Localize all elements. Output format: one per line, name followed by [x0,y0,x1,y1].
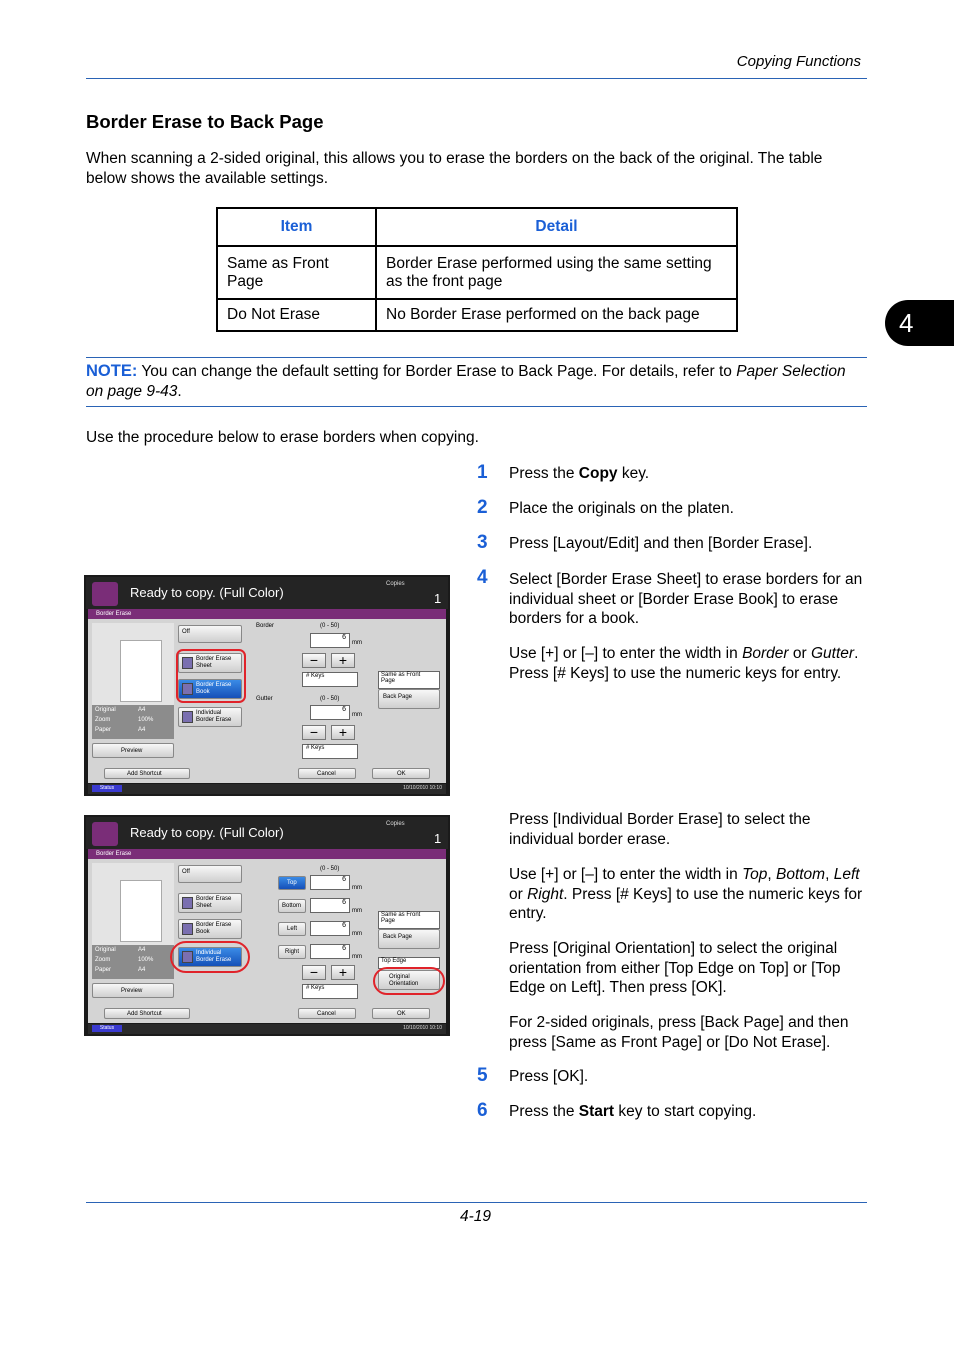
original-info: Original A4 Zoom 100% Paper A4 [92,945,174,979]
step-text: Press [Layout/Edit] and then [Border Erase]. [509,535,813,552]
range-label: (0 - 50) [320,696,340,702]
minus-button[interactable]: − [302,725,326,740]
top-button[interactable]: Top [278,876,306,890]
border-erase-panel [88,609,446,783]
note-reference: Paper Selection on page 9-43 [86,363,846,400]
keys-button[interactable]: # Keys [302,672,358,687]
top-width-field[interactable]: 6 [310,875,350,890]
step-number: 1 [477,462,488,483]
back-page-button[interactable]: Back Page [378,929,440,949]
table-cell: No Border Erase performed on the back page [376,299,737,331]
copier-screen-individual-erase [84,815,450,1036]
bottom-width-field[interactable]: 6 [310,898,350,913]
status-message: Ready to copy. (Full Color) [130,825,284,840]
ok-button[interactable]: OK [372,768,430,779]
step-text: Press the Copy key. [509,465,650,482]
footer-rule [86,1202,867,1203]
off-button[interactable]: Off [178,625,242,643]
table-header-item: Item [217,208,376,246]
settings-table [216,207,738,332]
table-header-detail: Detail [376,208,737,246]
step-text: For 2-sided originals, press [Back Page] and then press [Same as Front Page] or [Do Not Erase]. [509,1014,849,1051]
unit-label: mm [352,931,362,937]
step-text: Press [OK]. [509,1068,589,1085]
keys-button[interactable]: # Keys [302,984,358,999]
step-number: 5 [477,1065,488,1086]
step-number: 4 [477,567,488,588]
document-image [120,880,162,942]
preview-button[interactable]: Preview [92,983,174,998]
unit-label: mm [352,712,362,718]
minus-button[interactable]: − [302,965,326,980]
screen-title-bar [86,577,448,609]
status-bar [88,784,446,794]
status-message: Ready to copy. (Full Color) [130,585,284,600]
top-edge-setting: Top Edge [378,957,440,969]
bottom-button[interactable]: Bottom [278,899,306,913]
step-text: Press the Start key to start copying. [509,1103,757,1120]
back-page-setting: Same as Front Page [378,911,440,929]
unit-label: mm [352,908,362,914]
left-width-field[interactable]: 6 [310,921,350,936]
copies-count: 1 [434,831,442,846]
page-heading: Border Erase to Back Page [86,111,324,132]
table-cell: Do Not Erase [217,299,376,331]
note-label: NOTE: [86,362,138,380]
screen-title-bar [86,817,448,849]
step-text: Press [Original Orientation] to select the original orientation from either [Top Edge on Top] or [Top Edge on Left]. Then press [OK]. [509,940,841,996]
document-image [120,640,162,702]
unit-label: mm [352,954,362,960]
status-bar [88,1024,446,1034]
table-cell: Border Erase performed using the same setting as the front page [376,246,737,299]
border-erase-sheet-button[interactable]: Border Erase Sheet [178,893,242,913]
copy-icon [92,822,118,846]
original-orientation-button[interactable]: Original Orientation [378,970,440,990]
table-cell: Same as Front Page [217,246,376,299]
cancel-button[interactable]: Cancel [298,768,356,779]
keys-button[interactable]: # Keys [302,744,358,759]
panel-title: Border Erase [88,609,446,619]
original-info: Original A4 Zoom 100% Paper A4 [92,705,174,739]
status-button[interactable]: Status [92,785,122,792]
range-label: (0 - 50) [320,866,340,872]
step-text: Press [Individual Border Erase] to select the individual border erase. [509,811,811,848]
datetime: 10/10/2010 10:10 [403,1025,442,1031]
gutter-label: Gutter [256,696,273,702]
datetime: 10/10/2010 10:10 [403,785,442,791]
border-erase-book-button[interactable]: Border Erase Book [178,919,242,939]
chapter-tab: 4 [885,300,954,346]
highlight-circle [373,967,445,995]
right-button[interactable]: Right [278,945,306,959]
plus-button[interactable]: + [331,653,355,668]
range-label: (0 - 50) [320,623,340,629]
copy-icon [92,582,118,606]
preview-button[interactable]: Preview [92,743,174,758]
note-text: You can change the default setting for Border Erase to Back Page. For details, refer to [141,363,737,380]
page-number: 4-19 [460,1208,492,1225]
minus-button[interactable]: − [302,653,326,668]
step-text: Use [+] or [–] to enter the width in Border or Gutter. Press [# Keys] to use the numeric keys for entry. [509,645,859,682]
header-rule [86,78,867,79]
individual-border-erase-button[interactable]: Individual Border Erase [178,947,242,967]
add-shortcut-button[interactable]: Add Shortcut [104,768,190,779]
right-width-field[interactable]: 6 [310,944,350,959]
status-button[interactable]: Status [92,1025,122,1032]
intro-text: When scanning a 2-sided original, this allows you to erase the borders on the back of the original. The table below shows the available settings. [86,150,823,187]
plus-button[interactable]: + [331,965,355,980]
gutter-width-field[interactable]: 6 [310,705,350,720]
step-number: 2 [477,497,488,518]
table-row [217,299,737,331]
border-erase-panel [88,849,446,1023]
table-row [217,246,737,299]
copies-label: Copies [386,581,405,587]
copies-count: 1 [434,591,442,606]
unit-label: mm [352,640,362,646]
add-shortcut-button[interactable]: Add Shortcut [104,1008,190,1019]
unit-label: mm [352,885,362,891]
note [86,361,861,402]
off-button[interactable]: Off [178,865,242,883]
border-erase-sheet-button[interactable]: Border Erase Sheet [178,653,242,673]
individual-border-erase-button[interactable]: Individual Border Erase [178,707,242,727]
note-rule-bottom [86,406,867,407]
highlight-circle [170,941,250,973]
border-width-field[interactable]: 6 [310,633,350,648]
left-button[interactable]: Left [278,922,306,936]
back-page-button[interactable]: Back Page [378,689,440,709]
step-text: Select [Border Erase Sheet] to erase borders for an individual sheet or [Border Erase Book] to erase borders for a book. [509,571,863,627]
copies-label: Copies [386,821,405,827]
border-erase-book-button[interactable]: Border Erase Book [178,679,242,699]
step-number: 6 [477,1100,488,1121]
section-title: Copying Functions [736,53,861,70]
border-label: Border [256,623,275,629]
note-end: . [177,383,182,400]
copier-screen-border-erase [84,575,450,796]
back-page-setting: Same as Front Page [378,671,440,689]
step-text: Use [+] or [–] to enter the width in Top, Bottom, Left or Right. Press [# Keys] to use the numeric keys for entry. [509,866,863,922]
note-rule-top [86,357,867,358]
panel-title: Border Erase [88,849,446,859]
ok-button[interactable]: OK [372,1008,430,1019]
procedure-intro: Use the procedure below to erase borders when copying. [86,429,479,446]
plus-button[interactable]: + [331,725,355,740]
step-text: Place the originals on the platen. [509,500,734,517]
cancel-button[interactable]: Cancel [298,1008,356,1019]
step-number: 3 [477,532,488,553]
highlight-circle [176,649,246,703]
